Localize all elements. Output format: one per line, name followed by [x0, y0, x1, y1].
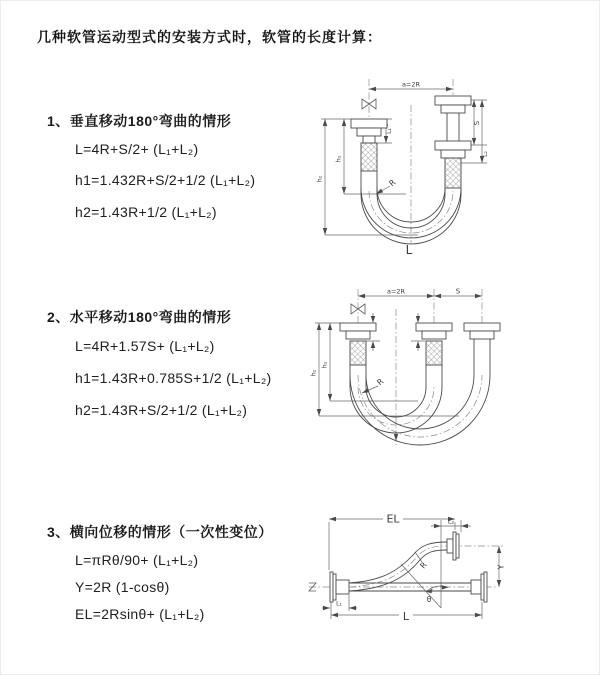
dim-label-l2: L₂ — [447, 517, 455, 526]
dim-label-a2r: a=2R — [386, 287, 406, 296]
length-label: L — [405, 243, 413, 257]
hose-fittings — [330, 532, 487, 602]
dim-label-l2: L₂ — [482, 151, 489, 157]
diagram-lateral-displacement — [301, 506, 600, 674]
formula-line: h2=1.43R+1/2 (L₁+L₂) — [75, 204, 217, 220]
section-1-heading: 1、垂直移动180°弯曲的情形 — [47, 113, 232, 129]
formula-line: L=πRθ/90+ (L₁+L₂) — [75, 552, 199, 568]
dimension-lines — [315, 294, 482, 441]
dim-label-s: S — [455, 287, 461, 296]
radius-label: R — [375, 376, 386, 388]
dim-label-h1: h₁ — [320, 361, 329, 369]
dim-label-h2: h₂ — [309, 369, 318, 377]
hose-body — [350, 339, 490, 445]
formula-line: EL=2Rsinθ+ (L₁+L₂) — [75, 606, 205, 622]
diagram-horizontal-180-bend — [304, 283, 599, 475]
formula-line: L=4R+1.57S+ (L₁+L₂) — [75, 338, 215, 354]
dimension-lines — [322, 517, 501, 619]
diagram-vertical-180-bend — [306, 73, 596, 265]
formula-line: h1=1.432R+S/2+1/2 (L₁+L₂) — [75, 172, 256, 188]
section-3-heading: 3、横向位移的情形（一次性变位） — [47, 524, 273, 540]
formula-line: h2=1.43R+S/2+1/2 (L₁+L₂) — [75, 402, 248, 418]
formula-line: L=4R+S/2+ (L₁+L₂) — [75, 141, 199, 157]
radius-label: R — [387, 177, 398, 189]
dim-label-l1: L₁ — [336, 600, 342, 608]
hose-fittings — [340, 323, 500, 365]
formula-line: h1=1.43R+0.785S+1/2 (L₁+L₂) — [75, 370, 272, 386]
page-title: 几种软管运动型式的安装方式时，软管的长度计算： — [37, 29, 382, 45]
dim-label-y: Y — [496, 564, 506, 570]
formula-line: Y=2R (1-cosθ) — [75, 579, 170, 595]
dim-label-l1: L₁ — [386, 128, 393, 134]
centerlines — [358, 289, 482, 445]
length-label: L — [402, 610, 410, 623]
dim-label-a2r: a=2R — [401, 80, 421, 89]
section-2-heading: 2、水平移动180°弯曲的情形 — [47, 309, 232, 325]
diagram-labels — [336, 513, 505, 624]
angle-label: θ — [426, 595, 432, 604]
dim-label-s: S — [473, 120, 481, 126]
radius-label: R — [418, 560, 429, 571]
dim-label-el: EL — [386, 512, 400, 526]
dim-label-h1: h₁ — [334, 155, 343, 163]
dim-label-h2: h₂ — [315, 175, 324, 183]
